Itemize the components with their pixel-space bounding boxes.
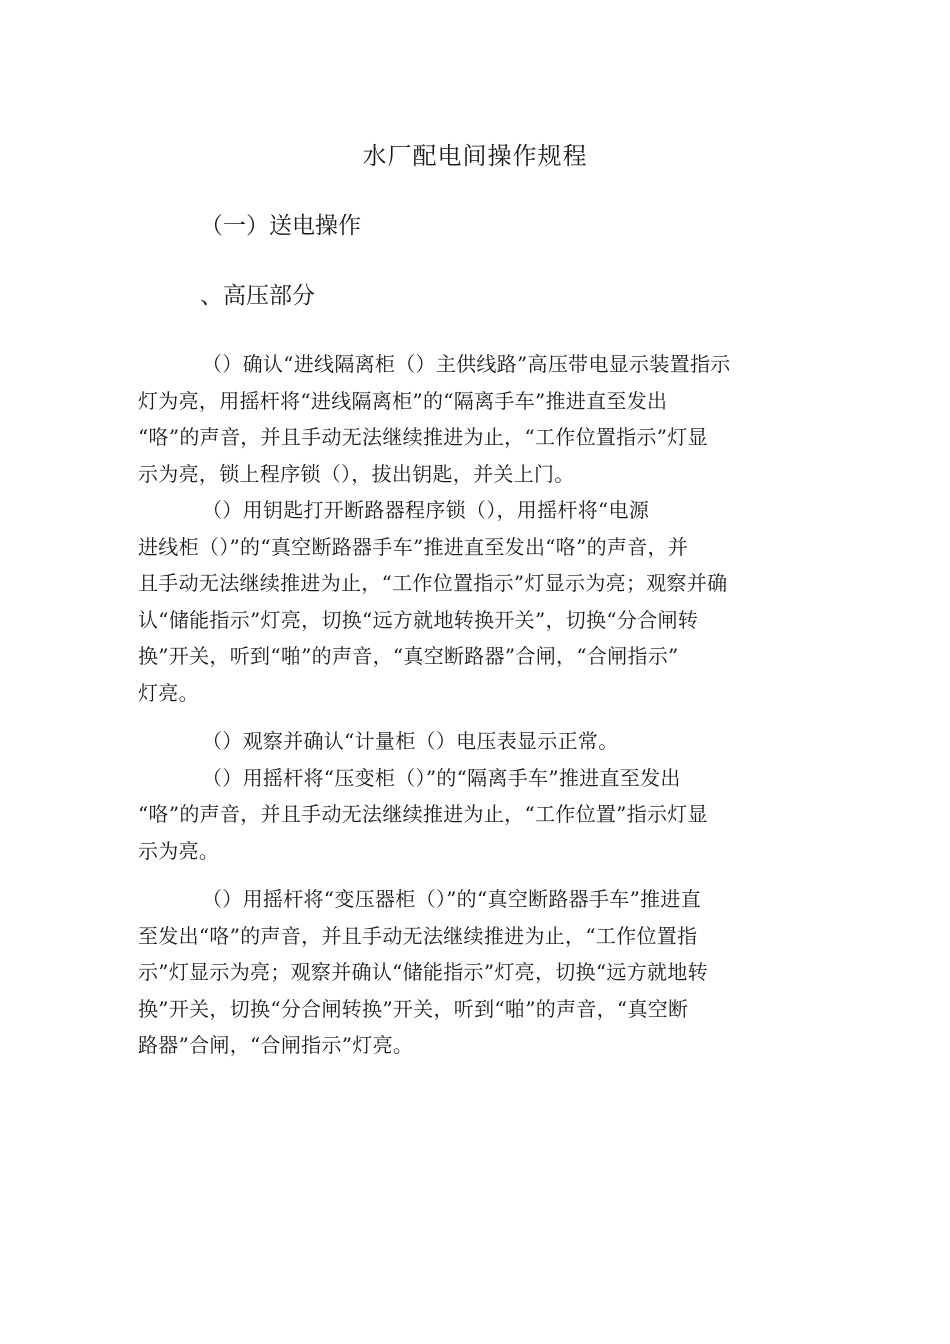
body-line: 且手动无法继续推进为止，“工作位置指示”灯显示为亮；观察并确: [138, 571, 728, 595]
body-line: “咯”的声音，并且手动无法继续推进为止，“工作位置指示”灯显: [138, 425, 708, 449]
body-line: （）用钥匙打开断路器程序锁（），用摇杆将“电源: [202, 498, 650, 522]
body-text: [138, 346, 816, 1064]
body-line: （）用摇杆将“变压器柜（）”的“真空断路器手车”推进直: [202, 887, 701, 911]
body-line: （）观察并确认“计量柜（）电压表显示正常。: [202, 729, 619, 753]
body-line: 示”灯显示为亮；观察并确认“储能指示”灯亮，切换“远方就地转: [138, 960, 708, 984]
document-title: 水厂配电间操作规程: [362, 142, 588, 170]
body-line: 灯为亮，用摇杆将“进线隔离柜”的“隔离手车”推进直至发出: [138, 388, 668, 413]
body-line: 进线柜（）”的“真空断路器手车”推进直至发出“咯”的声音，并: [138, 534, 689, 559]
section-heading: （一）送电操作: [200, 213, 361, 239]
paragraph-gap: [138, 711, 816, 723]
body-line: 至发出“咯”的声音，并且手动无法继续推进为止，“工作位置指: [138, 923, 698, 948]
paragraph-gap: [138, 869, 816, 881]
body-line: 路器”合闸，“合闸指示”灯亮。: [138, 1033, 414, 1057]
subsection-heading: 、高压部分: [200, 283, 315, 309]
body-line: 认“储能指示”灯亮，切换“远方就地转换开关”，切换“分合闸转: [138, 607, 699, 632]
body-line: （）确认“进线隔离柜（）主供线路”高压带电显示装置指示: [202, 352, 731, 376]
body-line: 换”开关，听到“啪”的声音，“真空断路器”合闸，“合闸指示”: [138, 644, 679, 668]
body-line: 示为亮，锁上程序锁（），拔出钥匙，并关上门。: [138, 461, 575, 486]
body-line: 灯亮。: [138, 680, 199, 705]
body-line: “咯”的声音，并且手动无法继续推进为止，“工作位置”指示灯显: [138, 802, 708, 826]
body-line: 换”开关，切换“分合闸转换”开关，听到“啪”的声音，“真空断: [138, 996, 689, 1021]
body-line: 示为亮。: [138, 838, 220, 863]
body-line: （）用摇杆将“压变柜（）”的“隔离手车”推进直至发出: [202, 765, 681, 790]
